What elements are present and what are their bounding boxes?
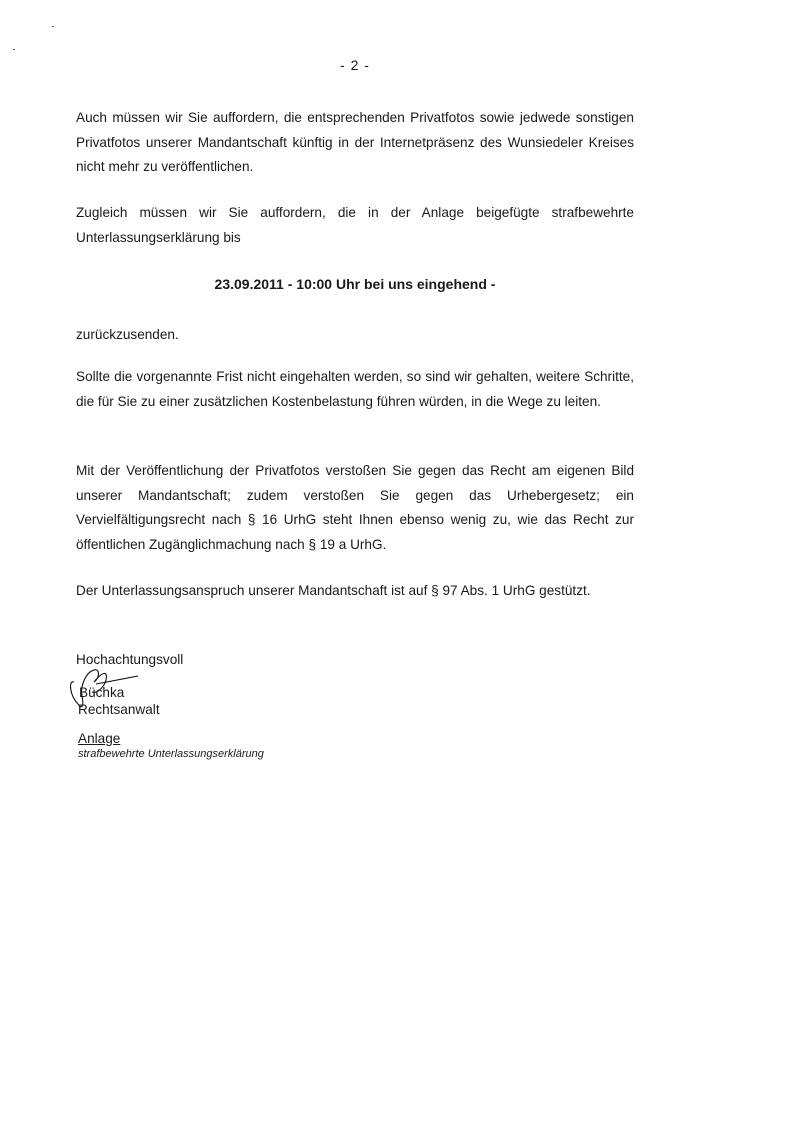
salutation: Hochachtungsvoll xyxy=(76,652,184,667)
page-number: - 2 - xyxy=(340,57,370,73)
paragraph-photo-removal xyxy=(76,106,634,180)
paragraph-return xyxy=(76,323,634,348)
paragraph-4: Sollte die vorgenannte Frist nicht eingehalten werden, so sind wir gehalten, weitere Schritte, die für Sie zu einer zusätzlichen Kostenbelastung führen würden, in die Wege zu leiten. xyxy=(76,369,634,409)
paragraph-3: zurückzusenden. xyxy=(76,327,179,342)
paragraph-cease-declaration xyxy=(76,201,634,250)
scan-speck xyxy=(52,26,54,27)
attachment-heading: Anlage xyxy=(78,731,121,746)
deadline-text: 23.09.2011 - 10:00 Uhr bei uns eingehend - xyxy=(214,276,496,292)
paragraph-legal-basis xyxy=(76,459,634,557)
attachment-item: strafbewehrte Unterlassungserklärung xyxy=(78,748,264,760)
signer-name: Büchka xyxy=(79,685,125,700)
scan-speck xyxy=(13,49,15,50)
paragraph-5: Mit der Veröffentlichung der Privatfotos verstoßen Sie gegen das Recht am eigenen Bild unserer Mandantschaft; zudem verstoßen Sie gegen das Urhebergesetz; ein Vervielfältigungsrecht nach § 16 UrhG steht Ihnen ebenso wenig zu, wie das Recht zur öffentlichen Zugänglichmachung nach § 19 a UrhG. xyxy=(76,463,634,552)
paragraph-1: Auch müssen wir Sie auffordern, die entsprechenden Privatfotos sowie jedwede sonstigen Privatfotos unserer Mandantschaft künftig in der Internetpräsenz des Wunsiedeler Kreises nicht mehr zu veröffentlichen. xyxy=(76,110,634,174)
paragraph-consequences xyxy=(76,365,634,414)
paragraph-6: Der Unterlassungsanspruch unserer Mandantschaft ist auf § 97 Abs. 1 UrhG gestützt. xyxy=(76,583,591,598)
paragraph-claim xyxy=(76,579,634,604)
paragraph-2: Zugleich müssen wir Sie auffordern, die in der Anlage beigefügte strafbewehrte Unterlassungserklärung bis xyxy=(76,205,634,245)
signer-title: Rechtsanwalt xyxy=(78,702,160,717)
